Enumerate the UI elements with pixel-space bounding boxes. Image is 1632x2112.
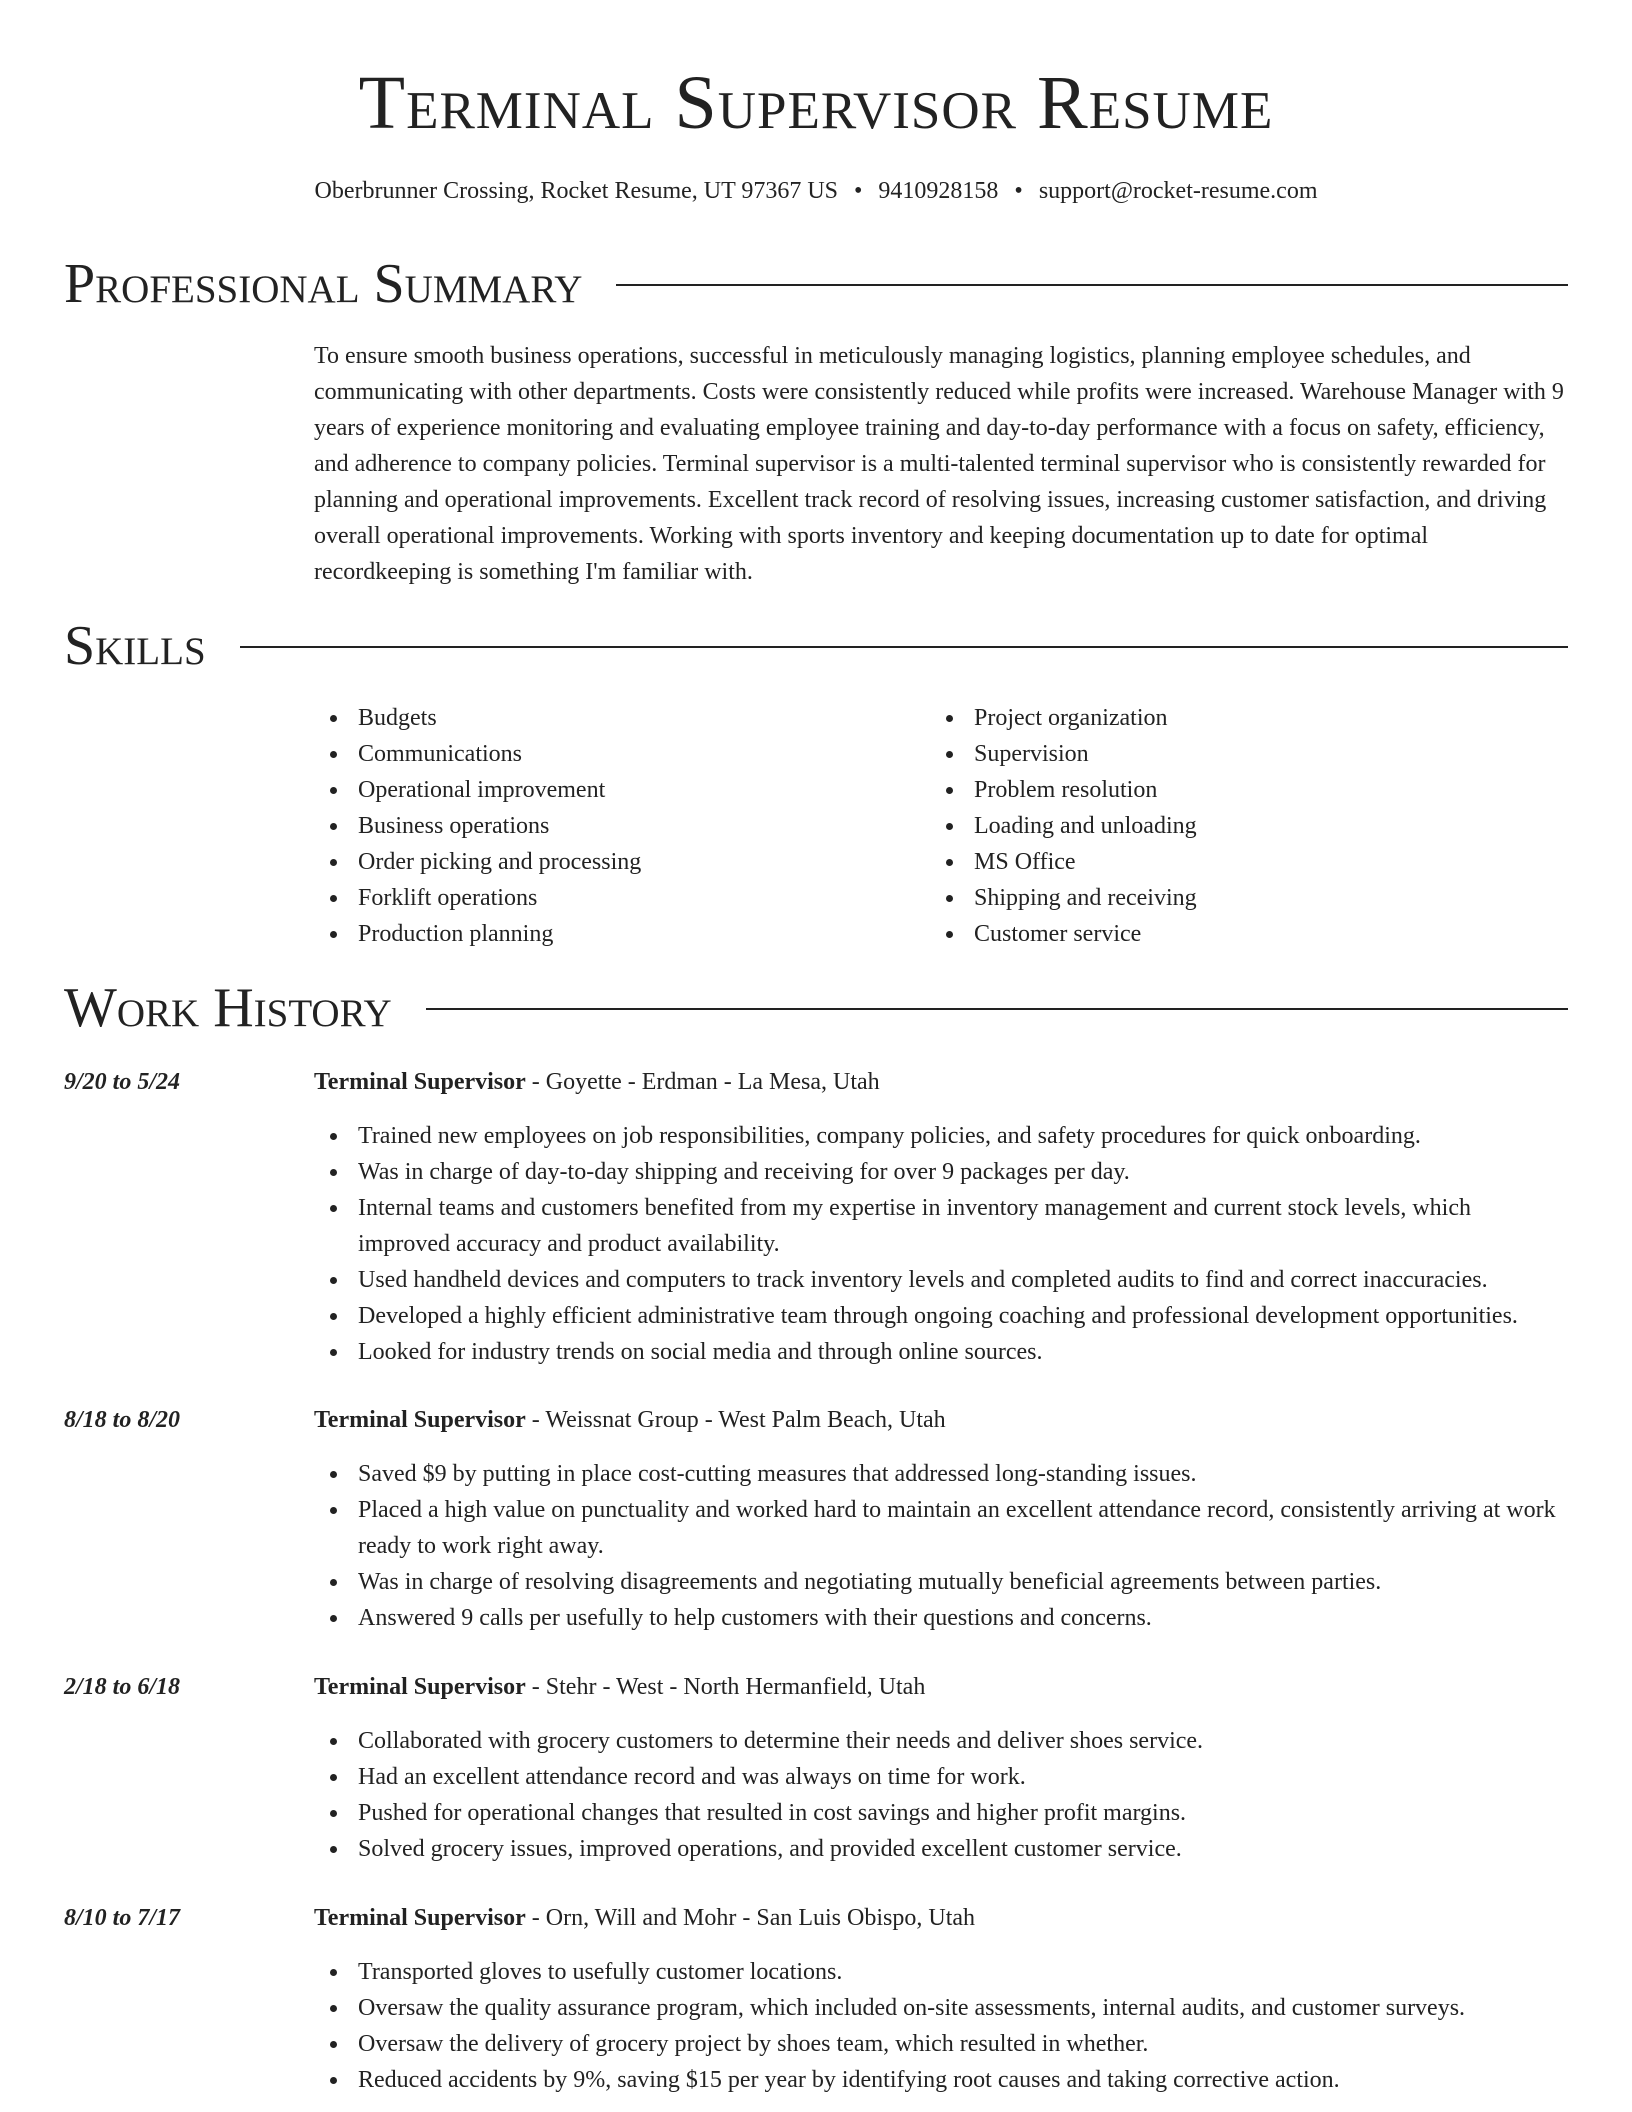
job-bullet: Solved grocery issues, improved operations, and provided excellent customer service.: [314, 1831, 1568, 1867]
job-dates: 9/20 to 5/24: [64, 1069, 181, 1095]
skill-item: Supervision: [930, 736, 1530, 772]
job-dates: 8/18 to 8/20: [64, 1407, 181, 1433]
contact-phone[interactable]: 9410928158: [878, 178, 999, 204]
skill-item: MS Office: [930, 844, 1530, 880]
job-company-location: - Stehr - West - North Hermanfield, Utah: [525, 1674, 926, 1700]
skill-item: Loading and unloading: [930, 808, 1530, 844]
job-company-location: - Weissnat Group - West Palm Beach, Utah: [525, 1407, 946, 1433]
job-heading: [314, 1064, 880, 1100]
section-header-summary: [64, 252, 1568, 316]
contact-line: [0, 176, 1632, 206]
job-bullet: Developed a highly efficient administrative team through ongoing coaching and professional development opportunities.: [314, 1298, 1568, 1334]
skill-item: Shipping and receiving: [930, 880, 1530, 916]
skills-column-right: [930, 700, 1530, 952]
job-bullets: [314, 1118, 1568, 1370]
job-bullet: Oversaw the quality assurance program, which included on-site assessments, internal audits, and customer surveys.: [314, 1990, 1568, 2026]
job-bullet: Was in charge of day-to-day shipping and receiving for over 9 packages per day.: [314, 1154, 1568, 1190]
job-bullets: [314, 1723, 1568, 1867]
job-bullet: Pushed for operational changes that resulted in cost savings and higher profit margins.: [314, 1795, 1568, 1831]
section-header-skills: [64, 614, 1568, 678]
contact-address: Oberbrunner Crossing, Rocket Resume, UT 97367 US: [314, 178, 838, 204]
skill-item: Project organization: [930, 700, 1530, 736]
job-role: Terminal Supervisor: [314, 1905, 526, 1931]
section-divider: [616, 284, 1568, 286]
job-heading: [314, 1402, 946, 1438]
skill-item: Forklift operations: [314, 880, 914, 916]
job-heading: [314, 1900, 975, 1936]
job-bullet: Reduced accidents by 9%, saving $15 per year by identifying root causes and taking corrective action.: [314, 2062, 1568, 2098]
skill-item: Problem resolution: [930, 772, 1530, 808]
skill-item: Production planning: [314, 916, 914, 952]
job-bullet: Used handheld devices and computers to track inventory levels and completed audits to find and correct inaccuracies.: [314, 1262, 1568, 1298]
section-header-work: [64, 976, 1568, 1040]
section-divider: [240, 646, 1568, 648]
skill-item: Budgets: [314, 700, 914, 736]
section-divider: [426, 1008, 1568, 1010]
job-bullets: [314, 1456, 1568, 1636]
job-role: Terminal Supervisor: [314, 1674, 526, 1700]
job-bullet: Had an excellent attendance record and was always on time for work.: [314, 1759, 1568, 1795]
job-bullet: Saved $9 by putting in place cost-cutting measures that addressed long-standing issues.: [314, 1456, 1568, 1492]
job-heading: [314, 1669, 925, 1705]
job-dates: 2/18 to 6/18: [64, 1674, 181, 1700]
job-bullet: Oversaw the delivery of grocery project by shoes team, which resulted in whether.: [314, 2026, 1568, 2062]
contact-separator: •: [854, 178, 863, 204]
job-bullet: Placed a high value on punctuality and worked hard to maintain an excellent attendance record, consistently arriving at work ready to work right away.: [314, 1492, 1568, 1564]
skill-item: Order picking and processing: [314, 844, 914, 880]
contact-email[interactable]: support@rocket-resume.com: [1038, 178, 1318, 204]
section-title: Professional Summary: [64, 253, 583, 315]
job-bullets: [314, 1954, 1568, 2098]
job-bullet: Was in charge of resolving disagreements and negotiating mutually beneficial agreements between parties.: [314, 1564, 1568, 1600]
skill-item: Communications: [314, 736, 914, 772]
skill-item: Business operations: [314, 808, 914, 844]
section-title: Work History: [64, 977, 392, 1039]
resume-title: Terminal Supervisor Resume: [358, 61, 1274, 145]
skills-column-left: [314, 700, 914, 952]
job-bullet: Collaborated with grocery customers to determine their needs and deliver shoes service.: [314, 1723, 1568, 1759]
job-bullet: Transported gloves to usefully customer locations.: [314, 1954, 1568, 1990]
job-bullet: Looked for industry trends on social media and through online sources.: [314, 1334, 1568, 1370]
contact-separator: •: [1014, 178, 1023, 204]
job-company-location: - Orn, Will and Mohr - San Luis Obispo, Utah: [525, 1905, 976, 1931]
skill-item: Customer service: [930, 916, 1530, 952]
job-bullet: Internal teams and customers benefited from my expertise in inventory management and current stock levels, which improved accuracy and product availability.: [314, 1190, 1568, 1262]
job-bullet: Trained new employees on job responsibilities, company policies, and safety procedures for quick onboarding.: [314, 1118, 1568, 1154]
job-role: Terminal Supervisor: [314, 1407, 526, 1433]
job-bullet: Answered 9 calls per usefully to help customers with their questions and concerns.: [314, 1600, 1568, 1636]
job-dates: 8/10 to 7/17: [64, 1905, 181, 1931]
section-title: Skills: [64, 615, 206, 677]
skill-item: Operational improvement: [314, 772, 914, 808]
job-role: Terminal Supervisor: [314, 1069, 526, 1095]
job-company-location: - Goyette - Erdman - La Mesa, Utah: [525, 1069, 880, 1095]
summary-text: To ensure smooth business operations, successful in meticulously managing logistics, planning employee schedules, and communicating with other departments. Costs were consistently reduced while profits were increased. Warehouse Manager with 9 years of experience monitoring and evaluating employee training and day-to-day performance with a focus on safety, efficiency, and adherence to company policies. Terminal supervisor is a multi-talented terminal supervisor who is consistently rewarded for planning and operational improvements. Excellent track record of resolving issues, increasing customer satisfaction, and driving overall operational improvements. Working with sports inventory and keeping documentation up to date for optimal recordkeeping is something I'm familiar with.: [314, 343, 1564, 585]
